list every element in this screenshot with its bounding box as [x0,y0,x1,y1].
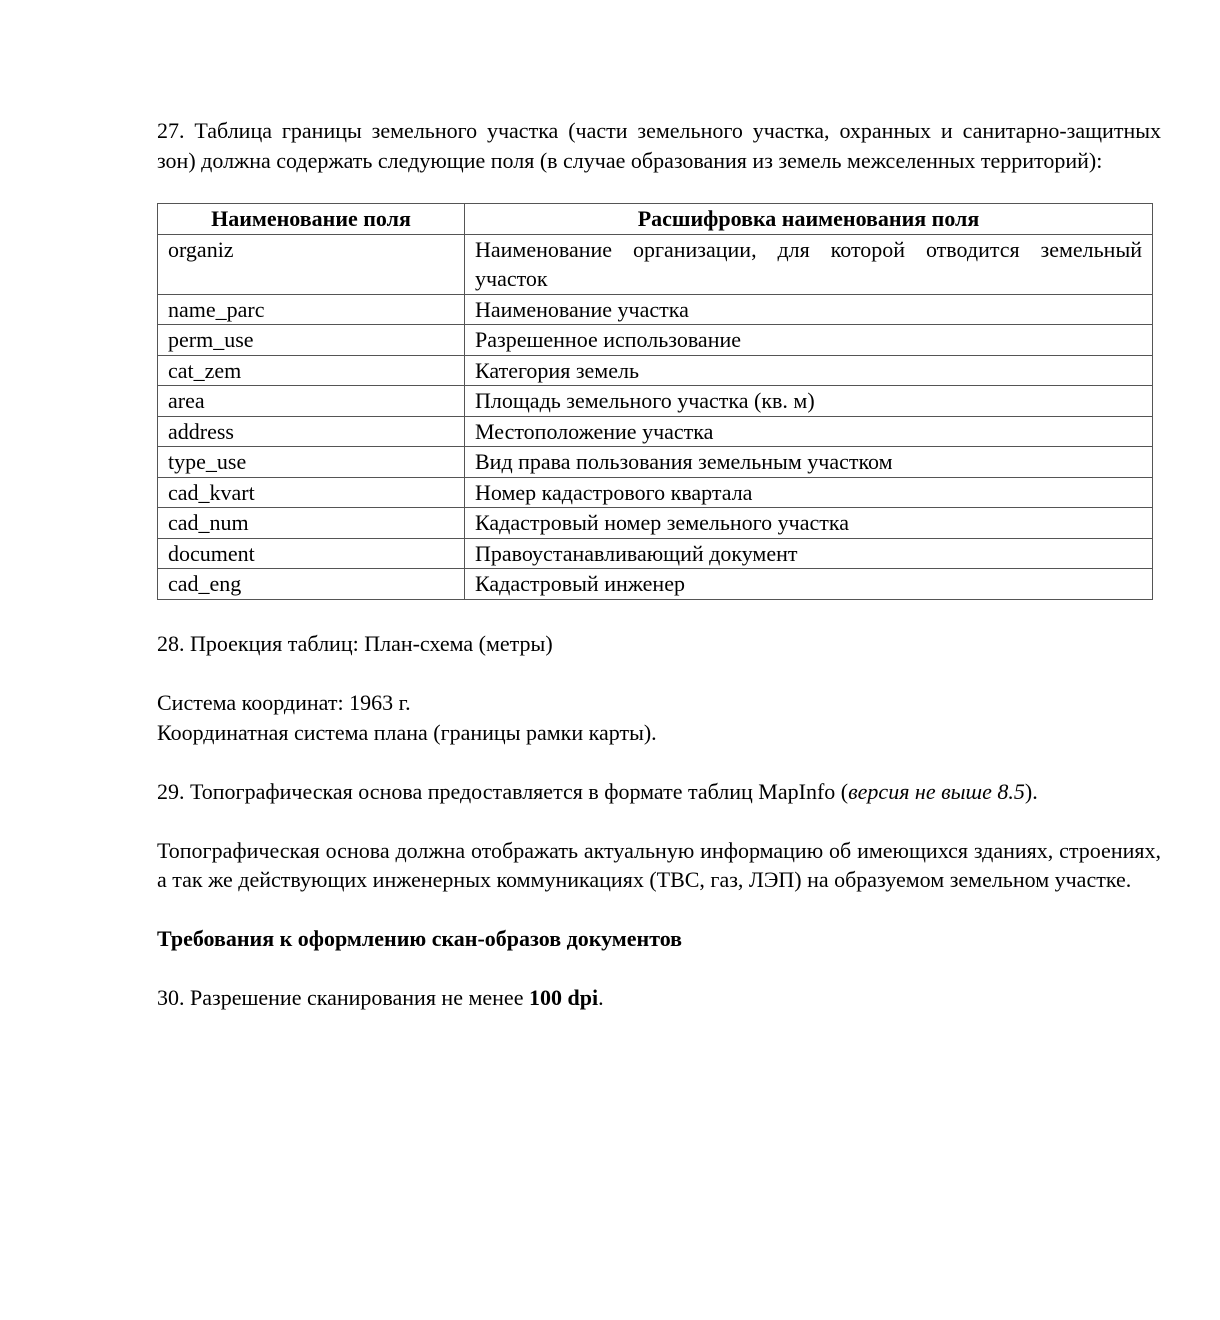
field-name-cell: name_parc [158,294,465,325]
header-field-description: Расшифровка наименования поля [465,204,1153,235]
section-29-text-end: ). [1024,778,1038,804]
field-description-cell: Разрешенное использование [465,325,1153,356]
field-description-cell: Вид права пользования земельным участком [465,447,1153,478]
header-field-name: Наименование поля [158,204,465,235]
field-name-cell: cad_kvart [158,477,465,508]
topo-requirement-paragraph: Топографическая основа должна отображать актуальную информацию об имеющихся зданиях, строениях, а так же действующих инженерных коммуникациях (ТВС, газ, ЛЭП) на образуемом земельном участке. [157,837,1161,892]
section-29-text: 29. Топографическая основа предоставляется в формате таблиц MapInfo ( [157,778,849,804]
field-name-cell: type_use [158,447,465,478]
spacer [157,175,1161,203]
document-page [157,116,1161,1013]
field-description-cell: Местоположение участка [465,416,1153,447]
table-row [158,294,1153,325]
field-name-cell: perm_use [158,325,465,356]
table-row [158,477,1153,508]
table-row [158,386,1153,417]
fields-table [157,203,1153,600]
field-name-cell: cad_num [158,508,465,539]
field-name-cell: organiz [158,234,465,294]
scan-requirements-heading: Требования к оформлению скан-образов документов [157,926,683,951]
field-description-cell: Правоустанавливающий документ [465,538,1153,569]
section-28-paragraph: 28. Проекция таблиц: План-схема (метры) [157,631,553,656]
spacer [157,600,1161,630]
spacer [157,659,1161,689]
coordinate-system-line: Система координат: 1963 г. [157,690,411,715]
scan-resolution-value: 100 dpi [528,985,599,1010]
table-row [158,325,1153,356]
table-row [158,355,1153,386]
table-row [158,447,1153,478]
spacer [157,806,1161,836]
table-row [158,538,1153,569]
field-name-cell: cad_eng [158,569,465,600]
field-description-cell: Наименование организации, для которой отводится земельный участок [465,234,1153,294]
field-description-cell: Категория земель [465,355,1153,386]
spacer [157,895,1161,925]
section-27-paragraph: 27. Таблица границы земельного участка (части земельного участка, охранных и санитарно-защитных зон) должна содержать следующие поля (в случае образования из земель межселенных территорий): [157,118,1161,173]
field-description-cell: Кадастровый номер земельного участка [465,508,1153,539]
field-name-cell: area [158,386,465,417]
section-30-text: 30. Разрешение сканирования не менее [157,985,529,1010]
section-29-paragraph [157,777,1161,807]
table-header-row [158,204,1153,235]
spacer [157,747,1161,777]
spacer [157,954,1161,984]
field-description-cell: Наименование участка [465,294,1153,325]
plan-coordinate-line: Координатная система плана (границы рамки карты). [157,719,657,745]
field-name-cell: address [158,416,465,447]
field-description-cell: Номер кадастрового квартала [465,477,1153,508]
section-30-text-end: . [598,985,604,1010]
mapinfo-version-note: версия не выше 8.5 [848,778,1025,804]
section-30-paragraph [157,983,1161,1013]
table-row [158,508,1153,539]
field-description-cell: Кадастровый инженер [465,569,1153,600]
table-row [158,416,1153,447]
table-row [158,569,1153,600]
field-description-cell: Площадь земельного участка (кв. м) [465,386,1153,417]
field-name-cell: cat_zem [158,355,465,386]
field-name-cell: document [158,538,465,569]
table-row [158,234,1153,294]
